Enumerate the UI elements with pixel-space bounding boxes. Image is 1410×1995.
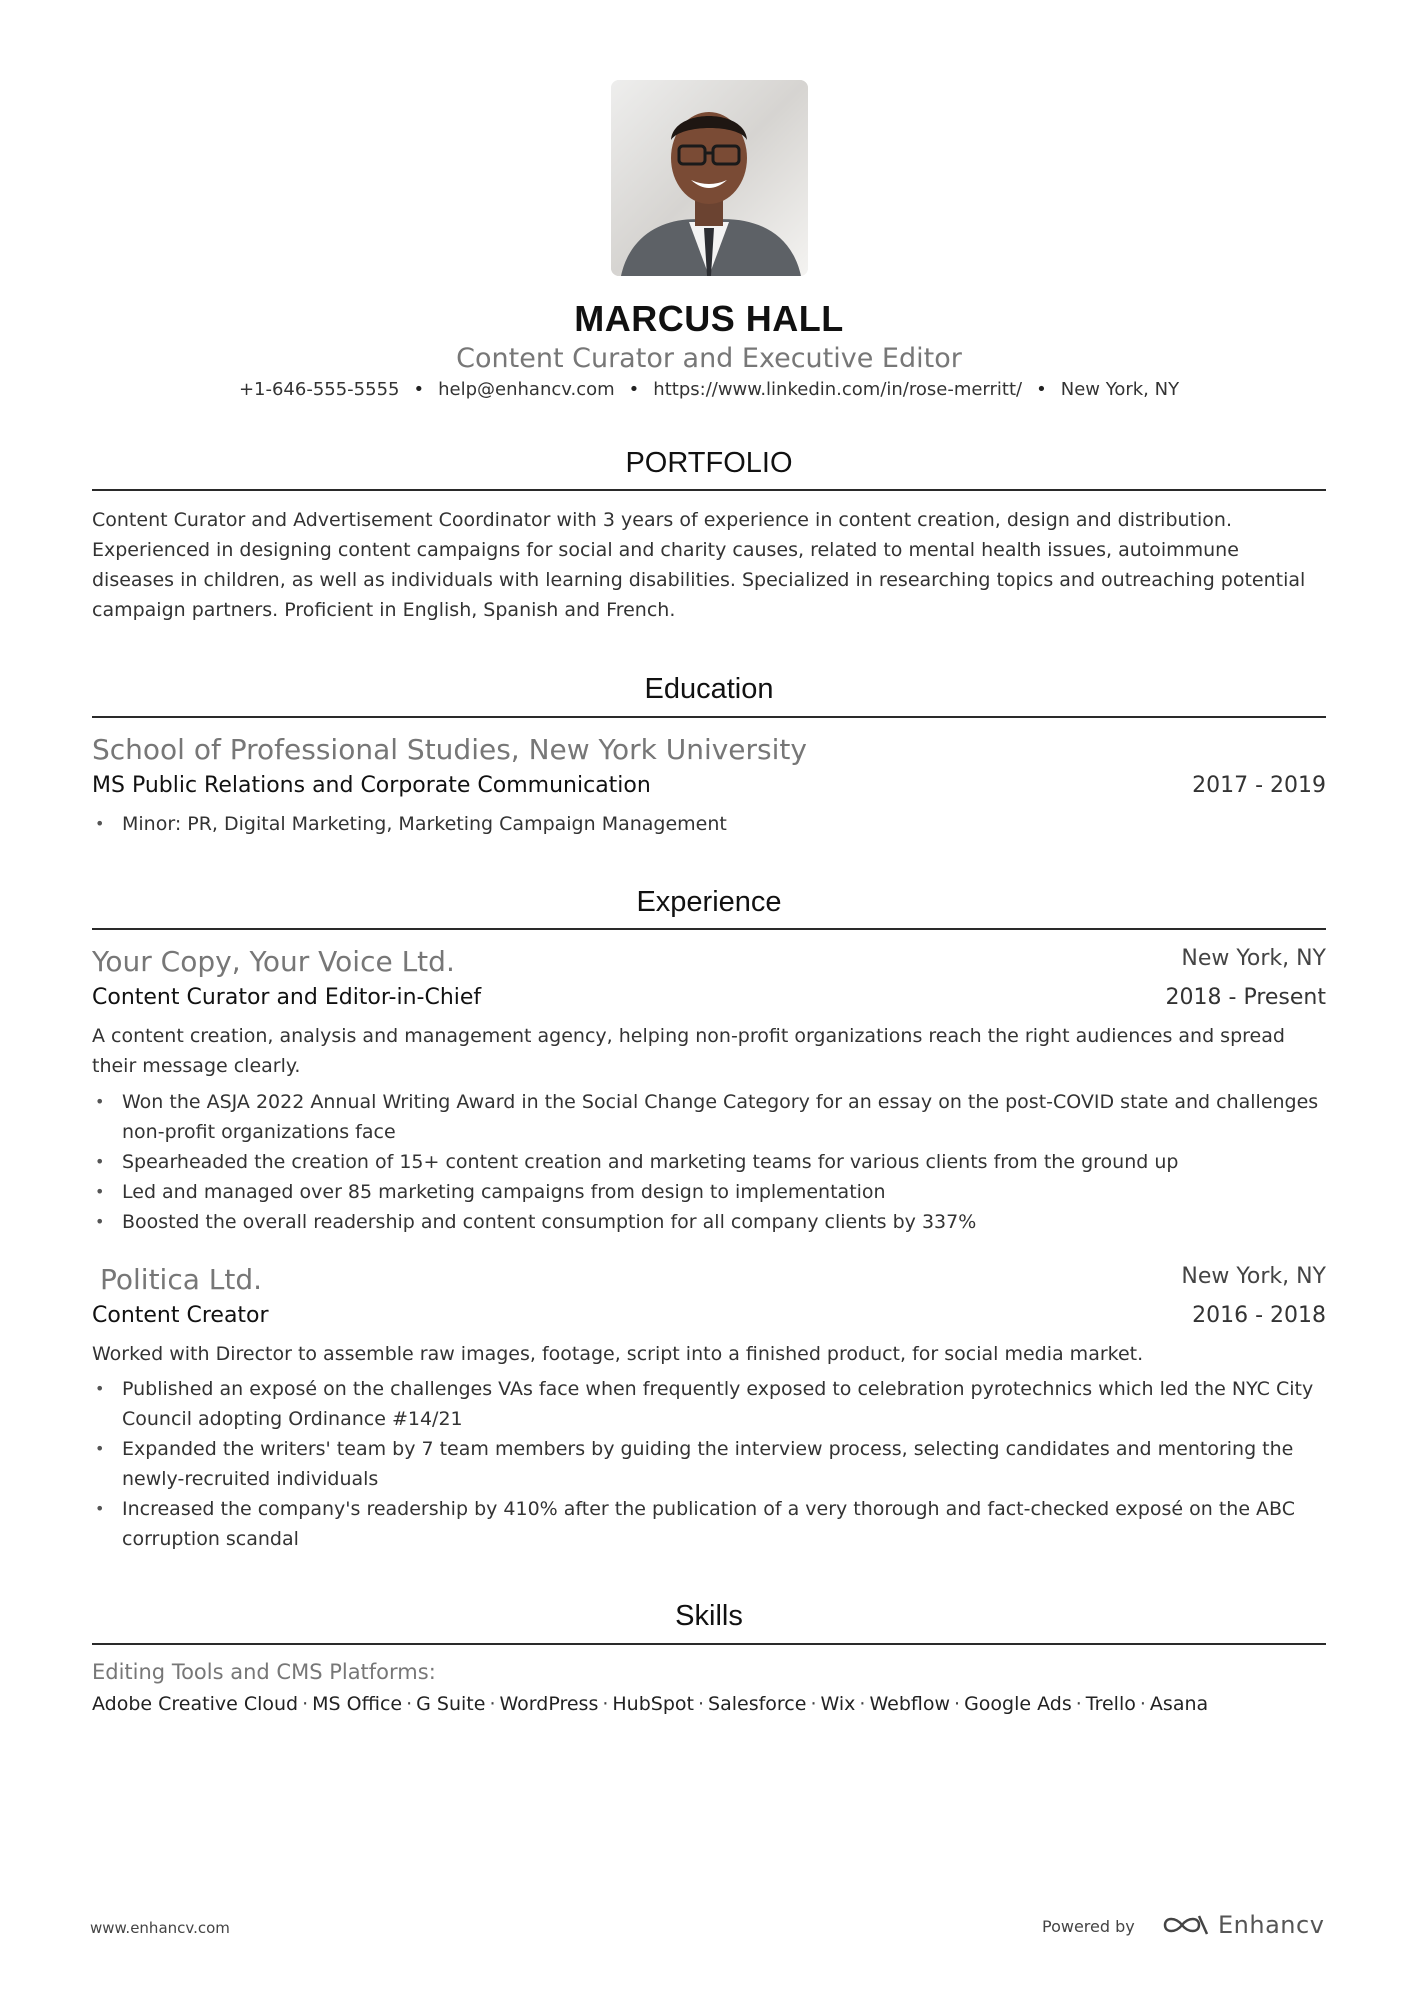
- skills-category: Editing Tools and CMS Platforms:: [92, 1660, 436, 1684]
- list-item: • Increased the company's readership by 410% after the publication of a very thorough and fact-checked exposé on the ABC corruption scandal: [92, 1494, 1326, 1554]
- company-name: Your Copy, Your Voice Ltd.: [92, 945, 455, 978]
- education-bullets: [92, 809, 1326, 839]
- section-divider: [92, 1643, 1326, 1645]
- skill-item: Asana: [1149, 1693, 1209, 1715]
- enhancv-brand[interactable]: [1162, 1908, 1324, 1942]
- list-item: • Expanded the writers' team by 7 team members by guiding the interview process, selecting candidates and mentoring the newly-recruited individuals: [92, 1434, 1326, 1494]
- skill-item: WordPress: [499, 1693, 599, 1715]
- separator-dot: •: [413, 379, 425, 400]
- powered-by-label: Powered by: [1042, 1917, 1135, 1936]
- location: New York, NY: [1060, 379, 1180, 400]
- section-title-experience: Experience: [636, 886, 782, 918]
- skill-item: G Suite: [416, 1693, 486, 1715]
- skill-item: Salesforce: [708, 1693, 807, 1715]
- footer-website-link[interactable]: www.enhancv.com: [90, 1919, 230, 1937]
- skill-item: MS Office: [312, 1693, 403, 1715]
- phone[interactable]: +1-646-555-5555: [238, 379, 400, 400]
- job-role: Content Curator and Editor-in-Chief: [92, 985, 482, 1010]
- linkedin-link[interactable]: https://www.linkedin.com/in/rose-merritt/: [653, 379, 1023, 400]
- candidate-title: Content Curator and Executive Editor: [456, 343, 962, 374]
- skill-item: Google Ads: [964, 1693, 1072, 1715]
- section-title-skills: Skills: [675, 1600, 743, 1632]
- skill-item: Trello: [1085, 1693, 1136, 1715]
- education-dates: 2017 - 2019: [1192, 773, 1326, 798]
- job-bullets: [92, 1087, 1326, 1237]
- profile-photo-image: [611, 80, 808, 276]
- separator-dot: ·: [1139, 1693, 1146, 1715]
- job-location: New York, NY: [1181, 946, 1326, 971]
- separator-dot: ·: [489, 1693, 496, 1715]
- separator-dot: ·: [810, 1693, 817, 1715]
- email-link[interactable]: help@enhancv.com: [438, 379, 615, 400]
- list-item: • Spearheaded the creation of 15+ content creation and marketing teams for various clients from the ground up: [92, 1147, 1326, 1177]
- section-title-education: Education: [644, 673, 774, 705]
- separator-dot: •: [1036, 379, 1047, 400]
- job-dates: 2016 - 2018: [1192, 1303, 1326, 1328]
- job-dates: 2018 - Present: [1165, 985, 1326, 1010]
- job-description: A content creation, analysis and management agency, helping non-profit organizations reach the right audiences and spread their message clearly.: [92, 1025, 1285, 1077]
- skill-item: HubSpot: [612, 1693, 694, 1715]
- list-item: • Won the ASJA 2022 Annual Writing Award in the Social Change Category for an essay on the post-COVID state and challenges non-profit organizations face: [92, 1087, 1326, 1147]
- skill-item: Wix: [820, 1693, 856, 1715]
- separator-dot: ·: [406, 1693, 413, 1715]
- skill-item: Adobe Creative Cloud: [92, 1693, 299, 1715]
- profile-photo: [611, 80, 808, 276]
- enhancv-logo-icon: [1162, 1912, 1210, 1938]
- enhancv-brand-name: Enhancv: [1218, 1911, 1325, 1939]
- list-item: • Led and managed over 85 marketing campaigns from design to implementation: [92, 1177, 1326, 1207]
- list-item: • Published an exposé on the challenges VAs face when frequently exposed to celebration pyrotechnics which led the NYC City Council adopting Ordinance #14/21: [92, 1374, 1326, 1434]
- job-role: Content Creator: [92, 1303, 269, 1328]
- section-title-portfolio: PORTFOLIO: [625, 447, 793, 479]
- separator-dot: ·: [954, 1693, 961, 1715]
- section-divider: [92, 716, 1326, 718]
- skill-item: Webflow: [869, 1693, 951, 1715]
- job-location: New York, NY: [1181, 1264, 1326, 1289]
- separator-dot: ·: [1075, 1693, 1082, 1715]
- job-bullets: [92, 1374, 1326, 1554]
- contact-line: [92, 379, 1326, 400]
- degree: MS Public Relations and Corporate Communication: [92, 773, 651, 798]
- skills-list: [92, 1693, 1208, 1715]
- separator-dot: ·: [697, 1693, 705, 1715]
- portfolio-summary: Content Curator and Advertisement Coordinator with 3 years of experience in content creation, design and distribution. Experienced in designing content campaigns for social and charity causes, related to mental health issues, autoimmune diseases in children, as well as individuals with learning disabilities. Specialized in researching topics and outreaching potential campaign partners. Proficient in English, Spanish and French.: [92, 509, 1306, 621]
- school-name: School of Professional Studies, New York University: [92, 733, 807, 766]
- list-item: • Boosted the overall readership and content consumption for all company clients by 337%: [92, 1207, 1326, 1237]
- separator-dot: •: [628, 379, 640, 400]
- job-description: Worked with Director to assemble raw images, footage, script into a finished product, for social media market.: [92, 1343, 1144, 1365]
- candidate-name: MARCUS HALL: [574, 298, 844, 339]
- separator-dot: ·: [602, 1693, 609, 1715]
- company-name: Politica Ltd.: [100, 1263, 263, 1296]
- section-divider: [92, 489, 1326, 491]
- separator-dot: ·: [859, 1693, 866, 1715]
- separator-dot: ·: [302, 1693, 309, 1715]
- list-item: • Minor: PR, Digital Marketing, Marketing Campaign Management: [92, 809, 1326, 839]
- section-divider: [92, 928, 1326, 930]
